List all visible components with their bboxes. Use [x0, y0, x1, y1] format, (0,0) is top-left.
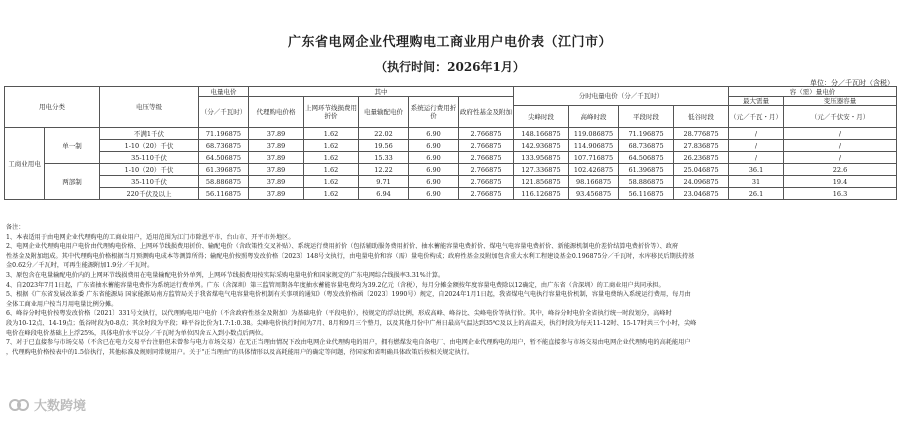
table-body [5, 128, 897, 200]
peak-cell: 142.936875 [514, 140, 569, 152]
header-flat: 平段时段 [619, 106, 674, 128]
table-row [5, 164, 897, 176]
watermark [8, 395, 86, 414]
header-transformer: 变压器容量 [784, 97, 897, 106]
trans-cell: 9.71 [359, 176, 409, 188]
fund-cell: 2.766875 [459, 128, 514, 140]
note-line: 段为10-12点、14-19点；低谷时段为0-8点；其余时段为平段；峰平谷比价为1.7:1:0.38。尖峰电价执行时间为7月、8月和9月三个整月，以及其他月份中广州日最高气温达到35℃及以上的高温天，执行时段为每天11-12时、15-17时共三个小时，尖峰 [6, 319, 697, 327]
energy-cell: 61.396875 [199, 164, 249, 176]
demand-cell: 26.1 [729, 188, 784, 200]
header-gov-fund: 政府性基金及附加 [459, 97, 514, 128]
valley-cell: 23.046875 [674, 188, 729, 200]
note-line: 金0.62分／千瓦时，可再生能源附加1.9分／千瓦时。 [6, 262, 154, 270]
trans-cell: 19.56 [359, 140, 409, 152]
header-proxy-price: 代理购电价格 [249, 97, 304, 128]
voltage-cell: 35-110千伏 [100, 152, 199, 164]
proxy-cell: 37.89 [249, 152, 304, 164]
energy-cell: 56.116875 [199, 188, 249, 200]
note-line: 6、峰谷分时电价按粤发改价格〔2021〕331号文执行，以代理购电用户电价（不含政府性基金及附加）为基础电价（平段电价），按规定的浮动比例，形成高峰、峰谷比、尖峰电价等执行价。其中，峰谷分时电价全省执行统一时段划分，高峰时 [6, 310, 672, 318]
loss-cell: 1.62 [304, 128, 359, 140]
transformer-cell: 19.4 [784, 176, 897, 188]
watermark-text: 大数跨境 [34, 399, 87, 414]
high-cell: 93.456875 [569, 188, 619, 200]
valley-cell: 25.046875 [674, 164, 729, 176]
header-system-op: 系统运行费用折价 [409, 97, 459, 128]
note-line: 性基金及附加组成。其中代理购电价格根据当月预测购电成本等测算所得；输配电价按照粤发改价格〔2023〕148号文执行，由电量电价和容（需）量电价构成；政府性基金及附加包含重大水利工程建设基金0.196875分／千瓦时，水库移民后期扶持基 [6, 252, 695, 260]
valley-cell: 26.236875 [674, 152, 729, 164]
header-category: 用电分类 [5, 87, 100, 128]
trans-cell: 15.33 [359, 152, 409, 164]
loss-cell: 1.62 [304, 188, 359, 200]
note-line: ，代理购电价格按表中的1.5倍执行，其他标准及规则同常规用户。关于"正当理由"的具体情形以及高耗能用户的确定等问题，待国家和省明确具体政策后按相关规定执行。 [6, 348, 474, 356]
fund-cell: 2.766875 [459, 140, 514, 152]
header-grid-loss: 上网环节线损费用折价 [304, 97, 359, 128]
voltage-cell: 不满1千伏 [100, 128, 199, 140]
peak-cell: 116.126875 [514, 188, 569, 200]
trans-cell: 22.02 [359, 128, 409, 140]
header-valley: 低谷时段 [674, 106, 729, 128]
flat-cell: 56.116875 [619, 188, 674, 200]
unit-label: 单位：分／千瓦时（含税） [810, 79, 894, 87]
note-line: 2、电网企业代理购电用户电价由代理购电价格、上网环节线损费用折价、输配电价（含政策性交叉补贴）、系统运行费用折价（包括辅助服务费用折价、抽水蓄能容量电费折价、煤电气电容量电费折价、新能源机制电价差价结算电费折价等）、政府 [6, 243, 679, 251]
header-tou-price: 分时电量电价（分／千瓦时） [514, 87, 729, 106]
proxy-cell: 37.89 [249, 188, 304, 200]
loss-cell: 1.62 [304, 176, 359, 188]
proxy-cell: 37.89 [249, 176, 304, 188]
energy-cell: 58.886875 [199, 176, 249, 188]
transformer-cell: / [784, 140, 897, 152]
fund-cell: 2.766875 [459, 188, 514, 200]
header-max-demand: 最大需量 [729, 97, 784, 106]
sysop-cell: 6.90 [409, 128, 459, 140]
transformer-cell: 22.6 [784, 164, 897, 176]
transformer-cell: / [784, 128, 897, 140]
trans-cell: 6.94 [359, 188, 409, 200]
header-energy-price: 电量电价 [199, 87, 249, 97]
fund-cell: 2.766875 [459, 164, 514, 176]
high-cell: 98.166875 [569, 176, 619, 188]
flat-cell: 58.886875 [619, 176, 674, 188]
transformer-cell: / [784, 152, 897, 164]
energy-cell: 68.736875 [199, 140, 249, 152]
sysop-cell: 6.90 [409, 152, 459, 164]
note-line: 1、本表适用于由电网企业代理购电的工商业用户，适用范围为江门市除恩平市、台山市、开平市外地区。 [6, 233, 295, 241]
sysop-cell: 6.90 [409, 188, 459, 200]
proxy-cell: 37.89 [249, 140, 304, 152]
note-line: 备注： [6, 224, 25, 231]
peak-cell: 121.856875 [514, 176, 569, 188]
notes-section [6, 223, 894, 357]
header-energy-unit: （分／千瓦时） [199, 97, 249, 128]
valley-cell: 28.776875 [674, 128, 729, 140]
high-cell: 107.716875 [569, 152, 619, 164]
demand-cell: / [729, 128, 784, 140]
demand-cell: / [729, 152, 784, 164]
sysop-cell: 6.90 [409, 140, 459, 152]
note-line: 5、根据《广东省发展改革委 广东省能源局 国家能源局南方监管局关于我省煤电气电容量电价机制有关事项的通知》（粤发改价格函〔2023〕1990号）规定，自2024年1月1日起，我省煤电气电执行容量电价机制，容量电费纳入系统运行费用，每月由 [6, 291, 691, 299]
peak-cell: 133.956875 [514, 152, 569, 164]
note-line: 4、自2023年7月1日起，广东省抽水蓄能容量电费作为系统运行费单列。广东（含深圳）第三监管周期各年度抽水蓄能容量电费均为39.2亿元（含税），每月分摊金额按年度容量电费除以12确定，由广东省（含深圳）的工商业用户共同承担。 [6, 281, 665, 289]
note-line: 3、原包含在电量输配电价内的上网环节线损费用在电量输配电价外单列，上网环节线损费用按实际采购电量电价和国家规定的广东电网综合线损率3.31%计算。 [6, 271, 445, 279]
proxy-cell: 37.89 [249, 164, 304, 176]
note-line: 电价在峰段电价基础上上浮25%，具体电价水平以分／千瓦时为单位四舍五入到小数点后两位。 [6, 329, 268, 337]
valley-cell: 24.096875 [674, 176, 729, 188]
table-row [5, 188, 897, 200]
table-row [5, 176, 897, 188]
voltage-cell: 220千伏及以上 [100, 188, 199, 200]
transformer-cell: 16.3 [784, 188, 897, 200]
header-transmission: 电量输配电价 [359, 97, 409, 128]
loss-cell: 1.62 [304, 164, 359, 176]
effective-date: （执行时间：2026年1月） [375, 60, 525, 74]
header-peak: 尖峰时段 [514, 106, 569, 128]
watermark-logo-icon [8, 396, 30, 414]
loss-cell: 1.62 [304, 152, 359, 164]
peak-cell: 127.336875 [514, 164, 569, 176]
table-row [5, 152, 897, 164]
proxy-cell: 37.89 [249, 128, 304, 140]
demand-cell: 31 [729, 176, 784, 188]
sysop-cell: 6.90 [409, 176, 459, 188]
header-voltage: 电压等级 [100, 87, 199, 128]
demand-cell: 36.1 [729, 164, 784, 176]
voltage-cell: 35-110千伏 [100, 176, 199, 188]
note-line: 全体工商业用户按当月用电量比例分摊。 [6, 300, 118, 308]
header-transformer-unit: （元／千伏安・月） [784, 106, 897, 128]
voltage-cell: 1-10（20）千伏 [100, 140, 199, 152]
energy-cell: 64.506875 [199, 152, 249, 164]
header-capacity: 容（需）量电价 [729, 87, 897, 97]
flat-cell: 68.736875 [619, 140, 674, 152]
high-cell: 119.086875 [569, 128, 619, 140]
category-cell: 工商业用电 [5, 128, 45, 200]
voltage-cell: 1-10（20）千伏 [100, 164, 199, 176]
demand-cell: / [729, 140, 784, 152]
flat-cell: 61.396875 [619, 164, 674, 176]
energy-cell: 71.196875 [199, 128, 249, 140]
header-max-demand-unit: （元／千瓦・月） [729, 106, 784, 128]
trans-cell: 12.22 [359, 164, 409, 176]
table-row [5, 128, 897, 140]
valley-cell: 27.836875 [674, 140, 729, 152]
high-cell: 114.906875 [569, 140, 619, 152]
header-of-which: 其中 [249, 87, 514, 97]
table-row [5, 140, 897, 152]
flat-cell: 64.506875 [619, 152, 674, 164]
page-title: 广东省电网企业代理购电工商业用户电价表（江门市） [287, 35, 612, 50]
note-line: 7、对于已直接参与市场交易（不含已在电力交易平台注册但未曾参与电力市场交易）在无正当理由情况下改由电网企业代理购电的用户，拥有燃煤发电自备电厂、由电网企业代理购电的用户，暂不能直接参与市场交易由电网企业代理购电的高耗能用户 [6, 339, 691, 347]
tariff-table [4, 86, 897, 200]
fund-cell: 2.766875 [459, 176, 514, 188]
flat-cell: 71.196875 [619, 128, 674, 140]
sysop-cell: 6.90 [409, 164, 459, 176]
header-high: 高峰时段 [569, 106, 619, 128]
subcategory-double: 两部制 [45, 164, 100, 200]
high-cell: 102.426875 [569, 164, 619, 176]
loss-cell: 1.62 [304, 140, 359, 152]
fund-cell: 2.766875 [459, 152, 514, 164]
subcategory-single: 单一制 [45, 128, 100, 164]
peak-cell: 148.166875 [514, 128, 569, 140]
